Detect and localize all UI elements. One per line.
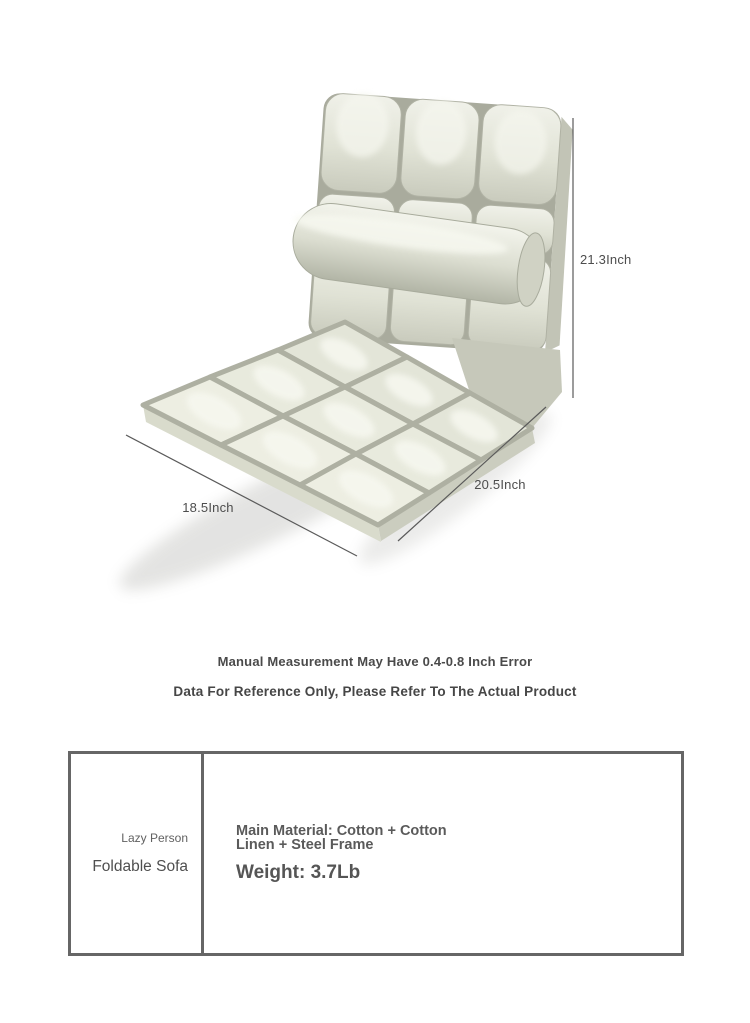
- product-name: Foldable Sofa: [92, 858, 188, 875]
- measurement-error-note: Manual Measurement May Have 0.4-0.8 Inch Error: [217, 654, 533, 669]
- product-category: Lazy Person: [121, 831, 188, 845]
- material-spec: [236, 824, 681, 852]
- weight-spec: Weight: 3.7Lb: [236, 861, 361, 883]
- material-line-1: Main Material: Cotton + Cotton: [236, 822, 447, 839]
- product-name-cell: [71, 754, 204, 953]
- product-details-cell: [204, 754, 681, 953]
- height-dimension-label: 21.3Inch: [580, 252, 632, 267]
- reference-only-note: Data For Reference Only, Please Refer To The Actual Product: [173, 684, 577, 699]
- width-dimension-label: 18.5Inch: [182, 500, 234, 515]
- spec-table: [68, 751, 684, 956]
- material-line-2: Linen + Steel Frame: [236, 836, 374, 853]
- depth-dimension-label: 20.5Inch: [474, 477, 526, 492]
